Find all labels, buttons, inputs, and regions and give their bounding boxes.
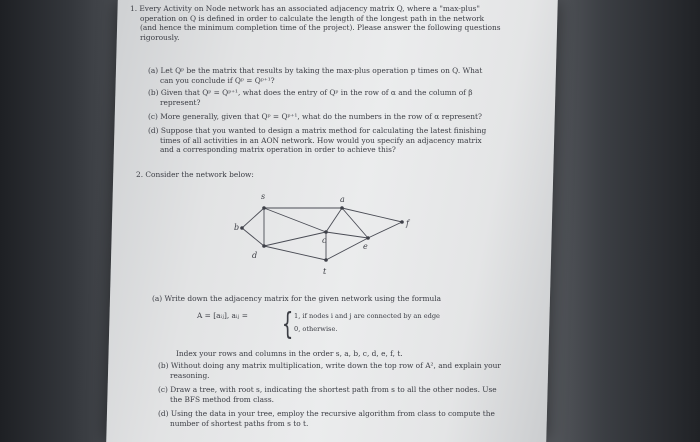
- adjacency-formula-lhs: A = [aᵢⱼ], aᵢⱼ =: [197, 311, 248, 320]
- q2b-line: reasoning.: [170, 370, 210, 380]
- q1a-line: can you conclude if Qᵖ = Qᵖ⁺¹?: [160, 75, 275, 85]
- question-2-heading: 2. Consider the network below:: [136, 170, 254, 179]
- node-f: [400, 220, 404, 224]
- edge-c-a: [326, 208, 342, 232]
- q1c-line: (c) More generally, given that Qᵖ = Qᵖ⁺¹, what do the numbers in the row of α represent?: [148, 112, 482, 121]
- node-label-t: t: [323, 267, 327, 276]
- formula-case-2: 0, otherwise.: [294, 325, 338, 333]
- node-label-b: b: [234, 223, 240, 232]
- q1-line: (and hence the minimum completion time of the project). Please answer the following questions: [140, 23, 501, 33]
- edge-e-f: [368, 222, 402, 238]
- brace-glyph: {: [281, 307, 294, 342]
- q2c-line: the BFS method from class.: [170, 394, 274, 404]
- edge-a-e: [342, 208, 368, 238]
- q1-line: operation on Q is defined in order to calculate the length of the longest path in the network: [140, 13, 485, 23]
- node-s: [262, 206, 266, 210]
- node-a: [340, 206, 344, 210]
- q2d-line: number of shortest paths from s to t.: [170, 418, 309, 428]
- q1a-line: (a) Let Qᵖ be the matrix that results by taking the max-plus operation p times on Q. What: [148, 66, 483, 75]
- q2b-line: (b) Without doing any matrix multiplication, write down the top row of A², and explain your: [158, 361, 501, 370]
- q1d-line: and a corresponding matrix operation in order to achieve this?: [160, 145, 396, 155]
- edge-c-e: [326, 232, 368, 238]
- q1d-line: (d) Suppose that you wanted to design a matrix method for calculating the latest finishing: [148, 126, 487, 135]
- q1-line: rigorously.: [140, 32, 180, 42]
- q1d-line: times of all activities in an AON network. How would you specify an adjacency matrix: [160, 135, 482, 145]
- node-b: [240, 226, 244, 230]
- node-t: [324, 258, 328, 262]
- q2-part-b: [158, 361, 501, 380]
- q1-line: 1. Every Activity on Node network has an associated adjacency matrix Q, where a "max-plus": [130, 4, 480, 13]
- edge-d-c: [264, 232, 326, 246]
- q1b-line: (b) Given that Qᵖ = Qᵖ⁺¹, what does the entry of Qᵖ in the row of α and the column of β: [148, 88, 473, 97]
- edge-b-d: [242, 228, 264, 246]
- node-d: [262, 244, 266, 248]
- node-label-d: d: [252, 251, 258, 260]
- index-note: Index your rows and columns in the order s, a, b, c, d, e, f, t.: [176, 349, 403, 358]
- q2d-line: (d) Using the data in your tree, employ the recursive algorithm from class to compute the: [158, 409, 495, 418]
- q2-part-c: [158, 385, 497, 404]
- q1b-line: represent?: [160, 97, 201, 107]
- node-label-c: c: [322, 236, 327, 245]
- node-e: [366, 236, 370, 240]
- node-label-f: f: [406, 219, 409, 228]
- q2-part-a: (a) Write down the adjacency matrix for the given network using the formula: [152, 294, 441, 303]
- formula-case-1: 1, if nodes i and j are connected by an edge: [294, 312, 440, 320]
- edge-b-s: [242, 208, 264, 228]
- edge-s-c: [264, 208, 326, 232]
- node-label-a: a: [340, 195, 345, 204]
- node-c: [324, 230, 328, 234]
- node-label-s: s: [261, 192, 266, 201]
- edge-d-t: [264, 246, 326, 260]
- edge-a-f: [342, 208, 402, 222]
- node-label-e: e: [363, 242, 368, 251]
- q2c-line: (c) Draw a tree, with root s, indicating the shortest path from s to all the other nodes. Use: [158, 385, 497, 394]
- edge-t-e: [326, 238, 368, 260]
- q2-part-d: [158, 409, 495, 428]
